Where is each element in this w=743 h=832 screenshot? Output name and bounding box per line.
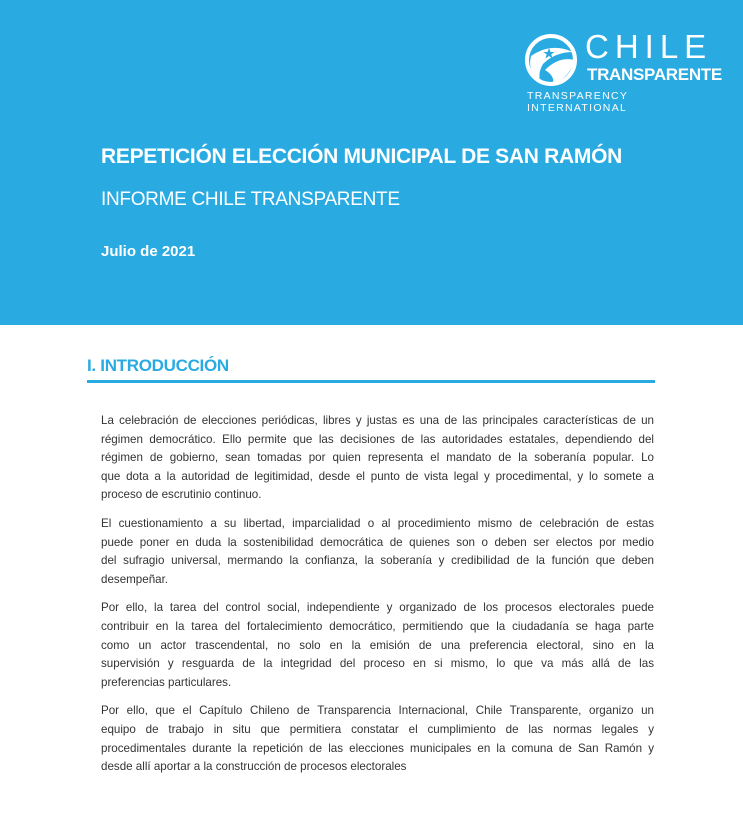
paragraph-line: procedimentales durante la repetición de las elecciones municipales en la comuna de San Ramón y — [101, 741, 654, 755]
paragraph — [101, 702, 654, 776]
paragraph-line: desempeñar. — [101, 572, 169, 586]
report-date: Julio de 2021 — [101, 243, 196, 260]
paragraph — [101, 412, 654, 505]
logo-tagline: TRANSPARENCY INTERNATIONAL — [527, 90, 628, 114]
paragraph-line: Por ello, que el Capítulo Chileno de Transparencia Internacional, Chile Transparente, organizo un — [101, 704, 654, 718]
paragraph-line: equipo de trabajo in situ que permitiera constatar el cumplimiento de las normas legales y — [101, 722, 654, 736]
chile-transparente-logo — [525, 28, 722, 114]
globe-star-icon — [525, 34, 577, 86]
report-title: REPETICIÓN ELECCIÓN MUNICIPAL DE SAN RAMÓN — [101, 145, 622, 168]
paragraph-line: que dota a la autoridad de legitimidad, desde el punto de vista legal y procedimental, y lo somete a — [101, 469, 654, 483]
paragraph — [101, 599, 654, 692]
paragraph-line: La celebración de elecciones periódicas, libres y justas es una de las principales características de un — [101, 414, 654, 427]
paragraph-line: régimen democrático. Ello permite que las decisiones de las autoridades estatales, dependiendo del — [101, 432, 654, 446]
paragraph-line: El cuestionamiento a su libertad, imparcialidad o al procedimiento mismo de celebración de estas — [101, 516, 654, 530]
paragraph-line: proceso de escrutinio continuo. — [101, 488, 262, 502]
paragraph-line: Por ello, la tarea del control social, independiente y organizado de los procesos electorales puede — [101, 601, 654, 615]
report-subtitle: INFORME CHILE TRANSPARENTE — [101, 189, 400, 210]
section-body — [101, 412, 654, 787]
paragraph-line: régimen de gobierno, sean tomadas por quien representa el mandato de la soberanía popular. Lo — [101, 451, 654, 465]
cover-header — [0, 0, 743, 325]
logo-text-transparente: TRANSPARENTE — [587, 65, 722, 84]
section-heading: I. INTRODUCCIÓN — [87, 356, 229, 375]
paragraph-line: como un actor trascendental, no solo en la emisión de una preferencia electoral, sino en la — [101, 638, 654, 652]
section-divider — [87, 380, 655, 383]
paragraph — [101, 515, 654, 589]
paragraph-line: puede poner en duda la sostenibilidad democrática de quienes son o deben ser electos por medio — [101, 535, 654, 549]
paragraph-line: del sufragio universal, mermando la confianza, la soberanía y credibilidad de la función que deben — [101, 554, 654, 568]
paragraph-line: preferencias particulares. — [101, 675, 232, 689]
paragraph-line: contribuir en la tarea del fortalecimiento democrático, permitiendo que la ciudadanía se haga parte — [101, 619, 654, 633]
paragraph-line: supervisión y resguarda de la integridad del proceso en si mismo, lo que va más allá de las — [101, 657, 654, 671]
logo-text-chile: CHILE — [585, 28, 713, 65]
paragraph-line: desde allí aportar a la construcción de procesos electorales — [101, 760, 407, 774]
